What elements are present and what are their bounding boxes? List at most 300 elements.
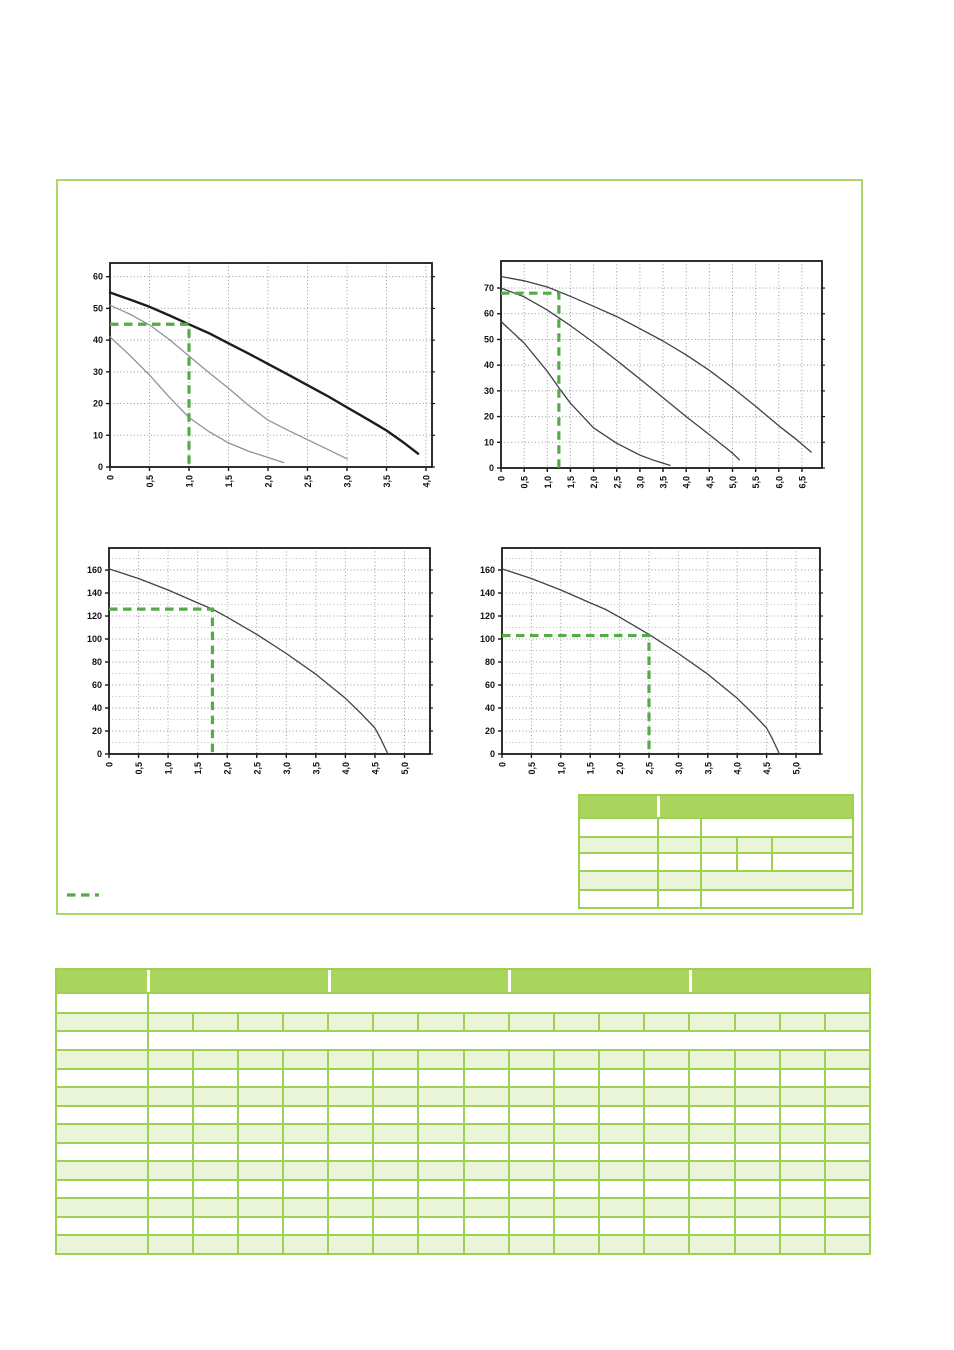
- svg-text:80: 80: [484, 657, 495, 667]
- table-cell: [147, 1088, 192, 1105]
- table-cell: [643, 1088, 688, 1105]
- table-cell: [779, 1107, 824, 1124]
- table-cell: [688, 1051, 733, 1068]
- table-cell: [771, 854, 852, 870]
- table-cell: [237, 1144, 282, 1161]
- results-table: [578, 794, 854, 909]
- table-cell: [417, 1014, 462, 1030]
- table-cell: [372, 1051, 417, 1068]
- table-cell: [282, 1107, 327, 1124]
- table-cell: [824, 1218, 869, 1235]
- svg-text:2,5: 2,5: [644, 762, 655, 775]
- table-cell: [57, 1162, 147, 1179]
- table-row: [57, 1234, 869, 1253]
- performance-curve-chart-bottom-left: [75, 540, 440, 794]
- table-cell: [192, 1181, 237, 1198]
- table-cell: [147, 1236, 192, 1253]
- table-cell: [779, 1162, 824, 1179]
- table-cell: [689, 970, 869, 992]
- table-cell: [598, 1051, 643, 1068]
- svg-text:160: 160: [479, 565, 495, 575]
- table-cell: [147, 1144, 192, 1161]
- table-cell: [734, 1162, 779, 1179]
- table-cell: [192, 1236, 237, 1253]
- table-cell: [643, 1051, 688, 1068]
- svg-text:3,5: 3,5: [703, 762, 714, 775]
- table-cell: [734, 1088, 779, 1105]
- svg-text:0: 0: [96, 749, 102, 759]
- table-cell: [824, 1144, 869, 1161]
- table-cell: [417, 1218, 462, 1235]
- svg-text:4,0: 4,0: [732, 762, 743, 775]
- table-cell: [192, 1051, 237, 1068]
- table-cell: [147, 994, 869, 1012]
- table-cell: [147, 970, 328, 992]
- svg-text:6,5: 6,5: [797, 476, 808, 489]
- table-cell: [657, 819, 700, 836]
- table-cell: [580, 819, 657, 836]
- table-cell: [598, 1125, 643, 1142]
- table-cell: [463, 1125, 508, 1142]
- table-cell: [688, 1218, 733, 1235]
- table-cell: [824, 1088, 869, 1105]
- table-cell: [463, 1088, 508, 1105]
- table-cell: [779, 1070, 824, 1087]
- svg-text:20: 20: [484, 726, 495, 736]
- table-cell: [734, 1144, 779, 1161]
- table-cell: [147, 1199, 192, 1216]
- table-cell: [372, 1144, 417, 1161]
- svg-text:0: 0: [496, 476, 507, 482]
- table-cell: [508, 1051, 553, 1068]
- table-cell: [657, 838, 700, 852]
- svg-text:2,0: 2,0: [263, 475, 274, 488]
- table-cell: [580, 891, 657, 907]
- table-cell: [736, 838, 772, 852]
- table-cell: [282, 1144, 327, 1161]
- table-cell: [598, 1181, 643, 1198]
- table-cell: [508, 1107, 553, 1124]
- svg-text:80: 80: [91, 657, 102, 667]
- table-row: [57, 1068, 869, 1087]
- table-cell: [688, 1070, 733, 1087]
- table-cell: [417, 1236, 462, 1253]
- svg-text:3,0: 3,0: [635, 476, 646, 489]
- table-cell: [736, 854, 772, 870]
- table-row: [57, 1197, 869, 1216]
- svg-text:10: 10: [92, 430, 103, 441]
- table-cell: [57, 1014, 147, 1030]
- table-row: [57, 1179, 869, 1198]
- svg-text:0: 0: [104, 762, 115, 768]
- table-cell: [553, 1125, 598, 1142]
- table-cell: [463, 1199, 508, 1216]
- svg-text:20: 20: [91, 726, 102, 736]
- table-cell: [463, 1014, 508, 1030]
- table-cell: [508, 1162, 553, 1179]
- svg-text:4,0: 4,0: [340, 762, 351, 775]
- table-cell: [372, 1199, 417, 1216]
- table-cell: [580, 872, 657, 889]
- svg-text:1,5: 1,5: [193, 762, 204, 775]
- svg-text:0,5: 0,5: [526, 762, 537, 775]
- table-cell: [147, 1181, 192, 1198]
- svg-text:40: 40: [92, 335, 103, 346]
- svg-text:60: 60: [91, 680, 102, 690]
- table-cell: [779, 1236, 824, 1253]
- table-cell: [327, 1051, 372, 1068]
- svg-text:2,0: 2,0: [615, 762, 626, 775]
- table-cell: [643, 1218, 688, 1235]
- table-cell: [192, 1070, 237, 1087]
- table-cell: [700, 854, 736, 870]
- table-row: [580, 870, 852, 889]
- svg-text:1,5: 1,5: [565, 476, 576, 489]
- table-row: [57, 1142, 869, 1161]
- table-cell: [417, 1051, 462, 1068]
- svg-text:1,0: 1,0: [542, 476, 553, 489]
- table-cell: [598, 1199, 643, 1216]
- svg-text:10: 10: [483, 437, 494, 448]
- table-cell: [657, 854, 700, 870]
- table-cell: [237, 1181, 282, 1198]
- table-cell: [237, 1218, 282, 1235]
- table-cell: [779, 1181, 824, 1198]
- table-cell: [192, 1107, 237, 1124]
- svg-text:1,0: 1,0: [163, 762, 174, 775]
- svg-text:40: 40: [483, 360, 494, 371]
- svg-text:0: 0: [497, 762, 508, 768]
- table-cell: [372, 1088, 417, 1105]
- table-cell: [643, 1144, 688, 1161]
- table-cell: [237, 1070, 282, 1087]
- svg-text:3,0: 3,0: [673, 762, 684, 775]
- table-cell: [824, 1181, 869, 1198]
- table-cell: [372, 1014, 417, 1030]
- table-cell: [327, 1088, 372, 1105]
- table-cell: [598, 1088, 643, 1105]
- svg-text:5,5: 5,5: [751, 476, 762, 489]
- table-row: [57, 1123, 869, 1142]
- svg-text:4,0: 4,0: [421, 475, 432, 488]
- svg-text:40: 40: [484, 703, 495, 713]
- table-cell: [734, 1107, 779, 1124]
- table-cell: [598, 1144, 643, 1161]
- table-cell: [147, 1125, 192, 1142]
- table-cell: [327, 1144, 372, 1161]
- table-cell: [553, 1014, 598, 1030]
- table-cell: [147, 1070, 192, 1087]
- table-cell: [237, 1162, 282, 1179]
- svg-text:4,0: 4,0: [681, 476, 692, 489]
- table-cell: [463, 1181, 508, 1198]
- table-cell: [688, 1236, 733, 1253]
- svg-text:1,0: 1,0: [184, 475, 195, 488]
- table-cell: [824, 1051, 869, 1068]
- table-cell: [779, 1051, 824, 1068]
- svg-text:20: 20: [483, 411, 494, 422]
- svg-text:50: 50: [483, 334, 494, 345]
- table-cell: [282, 1181, 327, 1198]
- table-cell: [553, 1236, 598, 1253]
- table-cell: [779, 1088, 824, 1105]
- table-cell: [508, 1236, 553, 1253]
- table-cell: [417, 1125, 462, 1142]
- table-cell: [734, 1236, 779, 1253]
- table-cell: [643, 1107, 688, 1124]
- table-cell: [734, 1181, 779, 1198]
- table-cell: [598, 1162, 643, 1179]
- table-cell: [328, 970, 508, 992]
- table-cell: [508, 1014, 553, 1030]
- table-cell: [824, 1014, 869, 1030]
- svg-text:30: 30: [483, 385, 494, 396]
- table-cell: [553, 1218, 598, 1235]
- table-cell: [57, 1032, 147, 1049]
- table-cell: [734, 1070, 779, 1087]
- table-cell: [192, 1144, 237, 1161]
- svg-text:140: 140: [479, 588, 495, 598]
- table-cell: [553, 1088, 598, 1105]
- table-cell: [779, 1014, 824, 1030]
- table-cell: [417, 1088, 462, 1105]
- table-cell: [463, 1218, 508, 1235]
- table-cell: [688, 1088, 733, 1105]
- svg-text:4,5: 4,5: [370, 762, 381, 775]
- table-cell: [688, 1144, 733, 1161]
- table-cell: [372, 1236, 417, 1253]
- table-cell: [327, 1162, 372, 1179]
- svg-text:100: 100: [86, 634, 102, 644]
- table-cell: [327, 1218, 372, 1235]
- table-cell: [598, 1218, 643, 1235]
- svg-text:4,5: 4,5: [762, 762, 773, 775]
- table-cell: [237, 1199, 282, 1216]
- svg-text:0: 0: [488, 463, 494, 473]
- table-cell: [700, 819, 852, 836]
- table-cell: [508, 970, 689, 992]
- performance-curve-chart-bottom-right: [468, 540, 830, 794]
- table-cell: [327, 1107, 372, 1124]
- table-cell: [372, 1070, 417, 1087]
- performance-curve-chart-top-left: [76, 255, 442, 507]
- table-cell: [57, 1144, 147, 1161]
- svg-text:1,5: 1,5: [585, 762, 596, 775]
- table-cell: [508, 1125, 553, 1142]
- table-cell: [282, 1236, 327, 1253]
- svg-text:40: 40: [91, 703, 102, 713]
- svg-text:60: 60: [484, 680, 495, 690]
- svg-text:5,0: 5,0: [791, 762, 802, 775]
- table-cell: [237, 1014, 282, 1030]
- table-cell: [237, 1107, 282, 1124]
- table-cell: [779, 1218, 824, 1235]
- table-cell: [688, 1162, 733, 1179]
- table-cell: [688, 1181, 733, 1198]
- table-cell: [824, 1107, 869, 1124]
- table-cell: [147, 1051, 192, 1068]
- table-cell: [779, 1144, 824, 1161]
- table-cell: [824, 1199, 869, 1216]
- svg-text:2,5: 2,5: [303, 475, 313, 488]
- table-row: [580, 852, 852, 870]
- table-cell: [237, 1051, 282, 1068]
- table-cell: [643, 1199, 688, 1216]
- table-cell: [824, 1125, 869, 1142]
- table-cell: [734, 1199, 779, 1216]
- table-cell: [147, 1107, 192, 1124]
- table-cell: [327, 1125, 372, 1142]
- table-row: [580, 836, 852, 852]
- table-cell: [771, 838, 852, 852]
- svg-text:3,0: 3,0: [342, 475, 353, 488]
- table-cell: [779, 1199, 824, 1216]
- svg-text:0,5: 0,5: [134, 762, 145, 775]
- table-cell: [282, 1014, 327, 1030]
- table-cell: [553, 1144, 598, 1161]
- table-cell: [147, 1218, 192, 1235]
- table-cell: [147, 1032, 869, 1049]
- dashed-line-legend-icon: [66, 886, 100, 904]
- table-cell: [553, 1107, 598, 1124]
- table-row: [57, 1030, 869, 1049]
- table-cell: [688, 1199, 733, 1216]
- table-cell: [192, 1199, 237, 1216]
- svg-text:100: 100: [479, 634, 495, 644]
- table-cell: [734, 1218, 779, 1235]
- table-cell: [463, 1144, 508, 1161]
- table-cell: [508, 1070, 553, 1087]
- table-cell: [192, 1162, 237, 1179]
- table-cell: [192, 1088, 237, 1105]
- svg-text:6,0: 6,0: [774, 476, 785, 489]
- table-row: [57, 1012, 869, 1030]
- table-cell: [372, 1162, 417, 1179]
- svg-text:160: 160: [86, 565, 102, 575]
- table-row: [57, 1049, 869, 1068]
- table-cell: [779, 1125, 824, 1142]
- table-cell: [580, 854, 657, 870]
- table-cell: [657, 796, 852, 817]
- svg-text:2,5: 2,5: [612, 476, 623, 489]
- table-cell: [734, 1051, 779, 1068]
- table-cell: [598, 1236, 643, 1253]
- table-cell: [553, 1181, 598, 1198]
- table-cell: [643, 1070, 688, 1087]
- table-cell: [643, 1181, 688, 1198]
- table-cell: [417, 1199, 462, 1216]
- svg-text:120: 120: [86, 611, 102, 621]
- table-cell: [553, 1051, 598, 1068]
- svg-text:5,0: 5,0: [400, 762, 410, 775]
- specifications-table: [55, 968, 871, 1255]
- svg-text:2,0: 2,0: [589, 476, 600, 489]
- table-cell: [327, 1070, 372, 1087]
- table-cell: [688, 1107, 733, 1124]
- table-row: [57, 1086, 869, 1105]
- svg-text:3,5: 3,5: [311, 762, 322, 775]
- table-cell: [237, 1236, 282, 1253]
- table-cell: [192, 1218, 237, 1235]
- table-cell: [372, 1125, 417, 1142]
- table-cell: [57, 1236, 147, 1253]
- table-cell: [282, 1125, 327, 1142]
- table-cell: [57, 1070, 147, 1087]
- table-cell: [824, 1162, 869, 1179]
- table-cell: [237, 1088, 282, 1105]
- svg-text:0: 0: [105, 475, 116, 481]
- table-cell: [657, 872, 700, 889]
- table-cell: [417, 1162, 462, 1179]
- table-row: [57, 970, 869, 992]
- table-cell: [643, 1162, 688, 1179]
- table-cell: [147, 1014, 192, 1030]
- svg-text:5,0: 5,0: [728, 476, 738, 489]
- table-cell: [57, 1199, 147, 1216]
- table-row: [57, 992, 869, 1012]
- table-cell: [192, 1014, 237, 1030]
- svg-text:60: 60: [483, 308, 494, 319]
- table-cell: [57, 1051, 147, 1068]
- svg-text:60: 60: [92, 271, 103, 282]
- table-cell: [700, 872, 852, 889]
- svg-text:70: 70: [483, 283, 494, 294]
- svg-text:20: 20: [92, 398, 103, 409]
- table-cell: [643, 1014, 688, 1030]
- table-cell: [282, 1218, 327, 1235]
- table-cell: [688, 1125, 733, 1142]
- table-cell: [417, 1144, 462, 1161]
- table-row: [580, 889, 852, 907]
- table-cell: [372, 1218, 417, 1235]
- table-cell: [700, 838, 736, 852]
- table-cell: [282, 1088, 327, 1105]
- svg-text:3,0: 3,0: [281, 762, 292, 775]
- table-cell: [57, 970, 147, 992]
- table-cell: [598, 1070, 643, 1087]
- table-cell: [700, 891, 852, 907]
- table-cell: [372, 1107, 417, 1124]
- table-cell: [327, 1014, 372, 1030]
- table-cell: [282, 1199, 327, 1216]
- table-cell: [57, 1181, 147, 1198]
- table-cell: [508, 1181, 553, 1198]
- table-cell: [463, 1070, 508, 1087]
- table-row: [580, 796, 852, 817]
- svg-text:120: 120: [479, 611, 495, 621]
- table-cell: [508, 1144, 553, 1161]
- performance-curve-chart-top-right: [467, 253, 832, 508]
- table-cell: [463, 1051, 508, 1068]
- table-cell: [192, 1125, 237, 1142]
- svg-text:0,5: 0,5: [519, 476, 530, 489]
- table-cell: [417, 1107, 462, 1124]
- svg-text:1,5: 1,5: [224, 475, 234, 488]
- table-cell: [734, 1125, 779, 1142]
- table-cell: [824, 1236, 869, 1253]
- table-cell: [463, 1236, 508, 1253]
- table-cell: [553, 1162, 598, 1179]
- table-cell: [327, 1199, 372, 1216]
- table-cell: [327, 1236, 372, 1253]
- svg-text:2,5: 2,5: [252, 762, 263, 775]
- svg-text:0: 0: [97, 462, 103, 472]
- table-row: [57, 1105, 869, 1124]
- table-cell: [417, 1181, 462, 1198]
- table-cell: [657, 891, 700, 907]
- svg-text:0,5: 0,5: [145, 475, 155, 488]
- table-cell: [508, 1088, 553, 1105]
